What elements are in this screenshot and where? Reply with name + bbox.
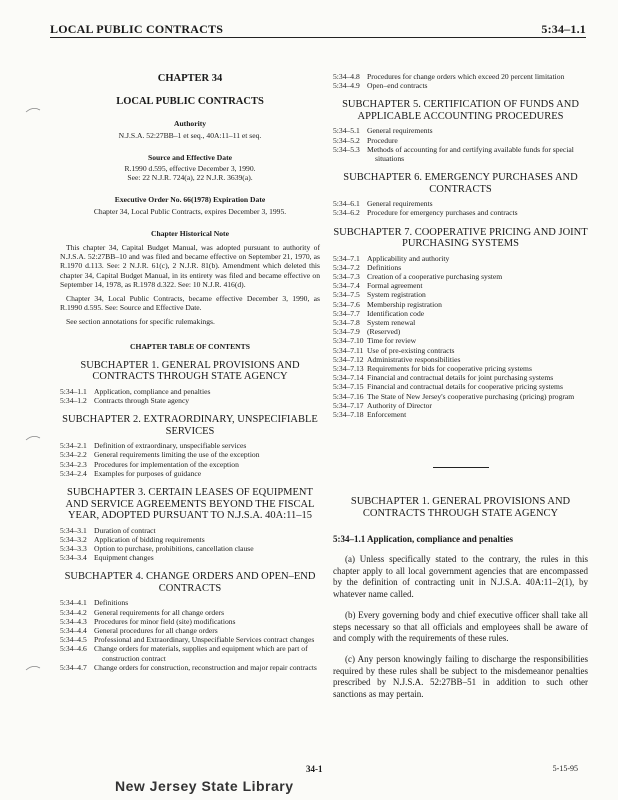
header-rule [50,37,586,38]
toc-section-number: 5:34–2.4 [60,468,87,478]
toc-entry [333,392,588,401]
toc-entry [60,553,320,562]
toc-entry [60,617,320,626]
toc-entry [60,608,320,617]
toc-section-title: Open–end contracts [367,81,428,91]
source-heading: Source and Effective Date [147,152,232,162]
chapter-title: LOCAL PUBLIC CONTRACTS [116,96,264,108]
toc-section-title: Financial and contractual details for joint purchasing systems [367,373,554,383]
toc-section-title: Time for review [367,336,417,346]
toc-entry [60,469,320,478]
punch-mark-icon [24,662,42,672]
source-see: See: 22 N.J.R. 724(a), 22 N.J.R. 3639(a). [127,173,253,183]
toc-entry [333,327,588,336]
toc-entry [60,644,320,662]
toc-section-number: 5:34–7.12 [333,354,364,364]
punch-mark-icon [24,432,42,442]
toc-section-number: 5:34–3.4 [60,553,87,563]
toc-section-title: Definitions [367,262,402,272]
subchapter-7-list [333,254,588,420]
toc-section-title: Identification code [367,308,425,318]
toc-section-number: 5:34–4.9 [333,81,360,91]
running-header [50,22,586,40]
toc-entry [333,126,588,135]
subchapter-1-list [60,387,320,405]
authority-heading: Authority [173,119,207,129]
toc-entry [60,635,320,644]
right-column [333,72,588,700]
toc-section-title: System renewal [367,318,416,328]
toc-section-title: General requirements for all change orders [94,607,225,617]
toc-section-title: Authority of Director [367,400,432,410]
exec-order-text: Chapter 34, Local Public Contracts, expires December 3, 1995. [93,206,287,216]
toc-section-number: 5:34–7.5 [333,290,360,300]
toc-section-number: 5:34–1.2 [60,396,87,406]
historical-note-2: Chapter 34, Local Public Contracts, became effective December 3, 1990, as R.1990 d.595. See: Source and Effective Date. [60,294,320,313]
toc-section-number: 5:34–5.3 [333,144,360,154]
left-column [60,68,320,672]
toc-section-number: 5:34–7.8 [333,318,360,328]
page-date: 5-15-95 [552,764,578,773]
toc-section-title: Change orders for materials, supplies and equipment which are part of construction contract [94,644,308,663]
toc-entry [60,598,320,607]
section-heading: 5:34–1.1 Application, compliance and penalties [333,534,514,545]
toc-section-title: General requirements [367,126,433,136]
toc-section-number: 5:34–5.2 [333,135,360,145]
toc-entry [60,387,320,396]
toc-section-title: Enforcement [367,410,407,420]
toc-heading: CHAPTER TABLE OF CONTENTS [130,341,250,351]
toc-section-title: General requirements [367,199,433,209]
toc-section-number: 5:34–6.1 [333,199,360,209]
toc-section-title: Examples for purposes of guidance [94,468,202,478]
toc-section-title: Procedures for implementation of the exception [94,459,239,469]
toc-entry [333,136,588,145]
toc-section-number: 5:34–4.8 [333,72,360,81]
toc-entry [333,208,588,217]
toc-entry [333,336,588,345]
toc-entry [333,254,588,263]
toc-section-title: Professional and Extraordinary, Unspecifiable Services contract changes [94,635,315,645]
toc-section-number: 5:34–7.7 [333,308,360,318]
toc-section-number: 5:34–2.3 [60,459,87,469]
subchapter-4-heading: SUBCHAPTER 4. CHANGE ORDERS AND OPEN–END CONTRACTS [64,571,316,594]
toc-section-number: 5:34–7.18 [333,410,364,420]
toc-section-number: 5:34–2.1 [60,441,87,451]
exec-order-heading: Executive Order No. 66(1978) Expiration Date [114,195,266,205]
toc-section-title: Procedure for emergency purchases and contracts [367,208,518,218]
toc-section-number: 5:34–4.3 [60,616,87,626]
toc-section-number: 5:34–3.3 [60,543,87,553]
historical-note-3: See section annotations for specific rulemakings. [66,317,215,327]
header-title: LOCAL PUBLIC CONTRACTS [50,22,224,36]
toc-section-title: Change orders for construction, reconstruction and major repair contracts [94,662,317,672]
toc-entry [60,626,320,635]
toc-section-number: 5:34–7.17 [333,400,364,410]
toc-entry [333,72,588,81]
header-section: 5:34–1.1 [541,22,586,36]
toc-section-title: Formal agreement [367,281,423,291]
toc-section-title: Contracts through State agency [94,396,190,406]
toc-section-number: 5:34–4.7 [60,662,87,672]
toc-section-title: Equipment changes [94,553,154,563]
toc-section-title: Procedures for minor field (site) modifications [94,616,236,626]
paragraph-c: (c) Any person knowingly failing to discharge the responsibilities required by these rules shall be subject to the misdemeanor penalties prescribed by N.J.S.A. 52:27BB–51 in addition to such other sanctions as may pertain. [333,654,588,699]
punch-mark-icon [24,104,42,114]
toc-section-number: 5:34–7.15 [333,382,364,392]
toc-section-number: 5:34–7.1 [333,253,360,263]
toc-section-title: Procedure [367,135,398,145]
toc-section-title: Administrative responsibilities [367,354,461,364]
historical-note-1: This chapter 34, Capital Budget Manual, was adopted pursuant to authority of N.J.S.A. 52:27BB–10 and was filed and became effective on September 21, 1970, as R.1970 d.113. See: 2 N.J.R. 61(c), 2 N.J.R. 81(b). Amendment which deleted this chapter 34, Capital Budget Manual, in its entirety was filed and became effective on September 14, 1978, as R.1978 d.322. See: 10 N.J.R. 416(d). [60,243,320,289]
toc-entry [333,81,588,90]
toc-entry [60,396,320,405]
toc-entry [60,663,320,672]
subchapter-6-heading: SUBCHAPTER 6. EMERGENCY PURCHASES AND CONTRACTS [343,172,578,195]
toc-section-number: 5:34–7.16 [333,391,364,401]
toc-section-title: (Reserved) [367,327,401,337]
toc-entry [333,355,588,364]
toc-entry [333,300,588,309]
toc-entry [60,441,320,450]
toc-section-title: Membership registration [367,299,442,309]
toc-section-number: 5:34–4.5 [60,635,87,645]
paragraph-b: (b) Every governing body and chief executive officer shall take all steps necessary so that all officials and employees shall be aware of and comply with the requirements of these rules. [333,610,588,643]
toc-entry [333,263,588,272]
paragraph-a: (a) Unless specifically stated to the contrary, the rules in this chapter apply to all local government agencies that are encompassed by the definition of contracting unit in N.J.S.A. 40A:11–2(1), by whatever name called. [333,554,588,599]
toc-section-number: 5:34–5.1 [333,126,360,136]
toc-section-title: System registration [367,290,426,300]
toc-section-title: Financial and contractual details for cooperative pricing systems [367,382,563,392]
historical-note-heading: Chapter Historical Note [151,228,229,238]
toc-entry [60,544,320,553]
toc-entry [333,309,588,318]
toc-entry [60,450,320,459]
toc-section-number: 5:34–7.14 [333,373,364,383]
toc-section-title: Definition of extraordinary, unspecifiable services [94,441,247,451]
subchapter-5-list [333,126,588,163]
toc-section-title: Methods of accounting for and certifying available funds for special situations [367,144,574,164]
toc-entry [333,272,588,281]
toc-section-number: 5:34–4.4 [60,626,87,635]
toc-section-number: 5:34–7.3 [333,272,360,282]
toc-section-number: 5:34–7.6 [333,299,360,309]
subchapter-1-heading: SUBCHAPTER 1. GENERAL PROVISIONS AND CONTRACTS THROUGH STATE AGENCY [80,359,300,383]
toc-section-number: 5:34–7.9 [333,327,360,337]
subchapter-3-list [60,526,320,563]
toc-entry [333,281,588,290]
toc-entry [333,290,588,299]
toc-section-title: Duration of contract [94,525,156,535]
toc-section-title: Requirements for bids for cooperative pricing systems [367,364,532,374]
toc-entry [333,401,588,410]
toc-entry [333,199,588,208]
toc-entry [333,410,588,419]
subchapter-4-continued-list [333,72,588,90]
authority-text: N.J.S.A. 52:27BB–1 et seq., 40A:11–11 et seq. [118,130,262,140]
toc-section-title: Application of bidding requirements [94,534,205,544]
toc-entry [333,382,588,391]
toc-section-number: 5:34–1.1 [60,386,87,396]
section-divider [433,467,489,468]
toc-section-number: 5:34–7.10 [333,336,364,346]
subchapter-4-list [60,598,320,672]
toc-section-number: 5:34–4.1 [60,598,87,608]
toc-section-number: 5:34–7.11 [333,345,364,355]
toc-entry [333,145,588,163]
chapter-number: CHAPTER 34 [157,73,223,84]
toc-section-number: 5:34–4.6 [60,644,87,654]
toc-section-number: 5:34–6.2 [333,208,360,218]
toc-entry [60,460,320,469]
toc-section-number: 5:34–7.13 [333,364,364,374]
toc-entry [333,373,588,382]
subchapter-5-heading: SUBCHAPTER 5. CERTIFICATION OF FUNDS AND APPLICABLE ACCOUNTING PROCEDURES [342,99,579,122]
toc-section-title: General requirements limiting the use of the exception [94,450,260,460]
toc-section-title: General procedures for all change orders [94,626,218,635]
toc-section-title: Application, compliance and penalties [94,386,211,396]
toc-section-title: Use of pre-existing contracts [367,345,455,355]
source-text: R.1990 d.595, effective December 3, 1990. [124,164,256,174]
toc-section-title: Creation of a cooperative purchasing system [367,272,503,282]
subchapter-3-heading: SUBCHAPTER 3. CERTAIN LEASES OF EQUIPMENT AND SERVICE AGREEMENTS BEYOND THE FISCAL YEAR, ADOPTED PURSUANT TO N.J.S.A. 40A:11–15 [65,487,315,522]
toc-section-title: Applicability and authority [367,253,450,263]
toc-section-number: 5:34–7.4 [333,281,360,291]
toc-entry [333,318,588,327]
toc-entry [333,346,588,355]
toc-entry [60,535,320,544]
toc-section-title: The State of New Jersey's cooperative purchasing (pricing) program [367,391,575,401]
subchapter-2-list [60,441,320,478]
toc-section-number: 5:34–3.2 [60,534,87,544]
toc-section-number: 5:34–2.2 [60,450,87,460]
body-subchapter-heading: SUBCHAPTER 1. GENERAL PROVISIONS AND CONTRACTS THROUGH STATE AGENCY [350,496,571,519]
toc-section-number: 5:34–7.2 [333,262,360,272]
subchapter-2-heading: SUBCHAPTER 2. EXTRAORDINARY, UNSPECIFIABLE SERVICES [62,414,318,437]
subchapter-6-list [333,199,588,217]
page-number: 34-1 [306,764,323,774]
subchapter-7-heading: SUBCHAPTER 7. COOPERATIVE PRICING AND JOINT PURCHASING SYSTEMS [333,226,588,250]
toc-entry [60,526,320,535]
toc-section-title: Definitions [94,598,129,608]
toc-section-number: 5:34–4.2 [60,607,87,617]
toc-entry [333,364,588,373]
toc-section-title: Option to purchase, prohibitions, cancellation clause [94,543,254,553]
toc-section-title: Procedures for change orders which exceed 20 percent limitation [367,72,565,81]
library-stamp: New Jersey State Library [115,778,294,794]
toc-section-number: 5:34–3.1 [60,525,87,535]
